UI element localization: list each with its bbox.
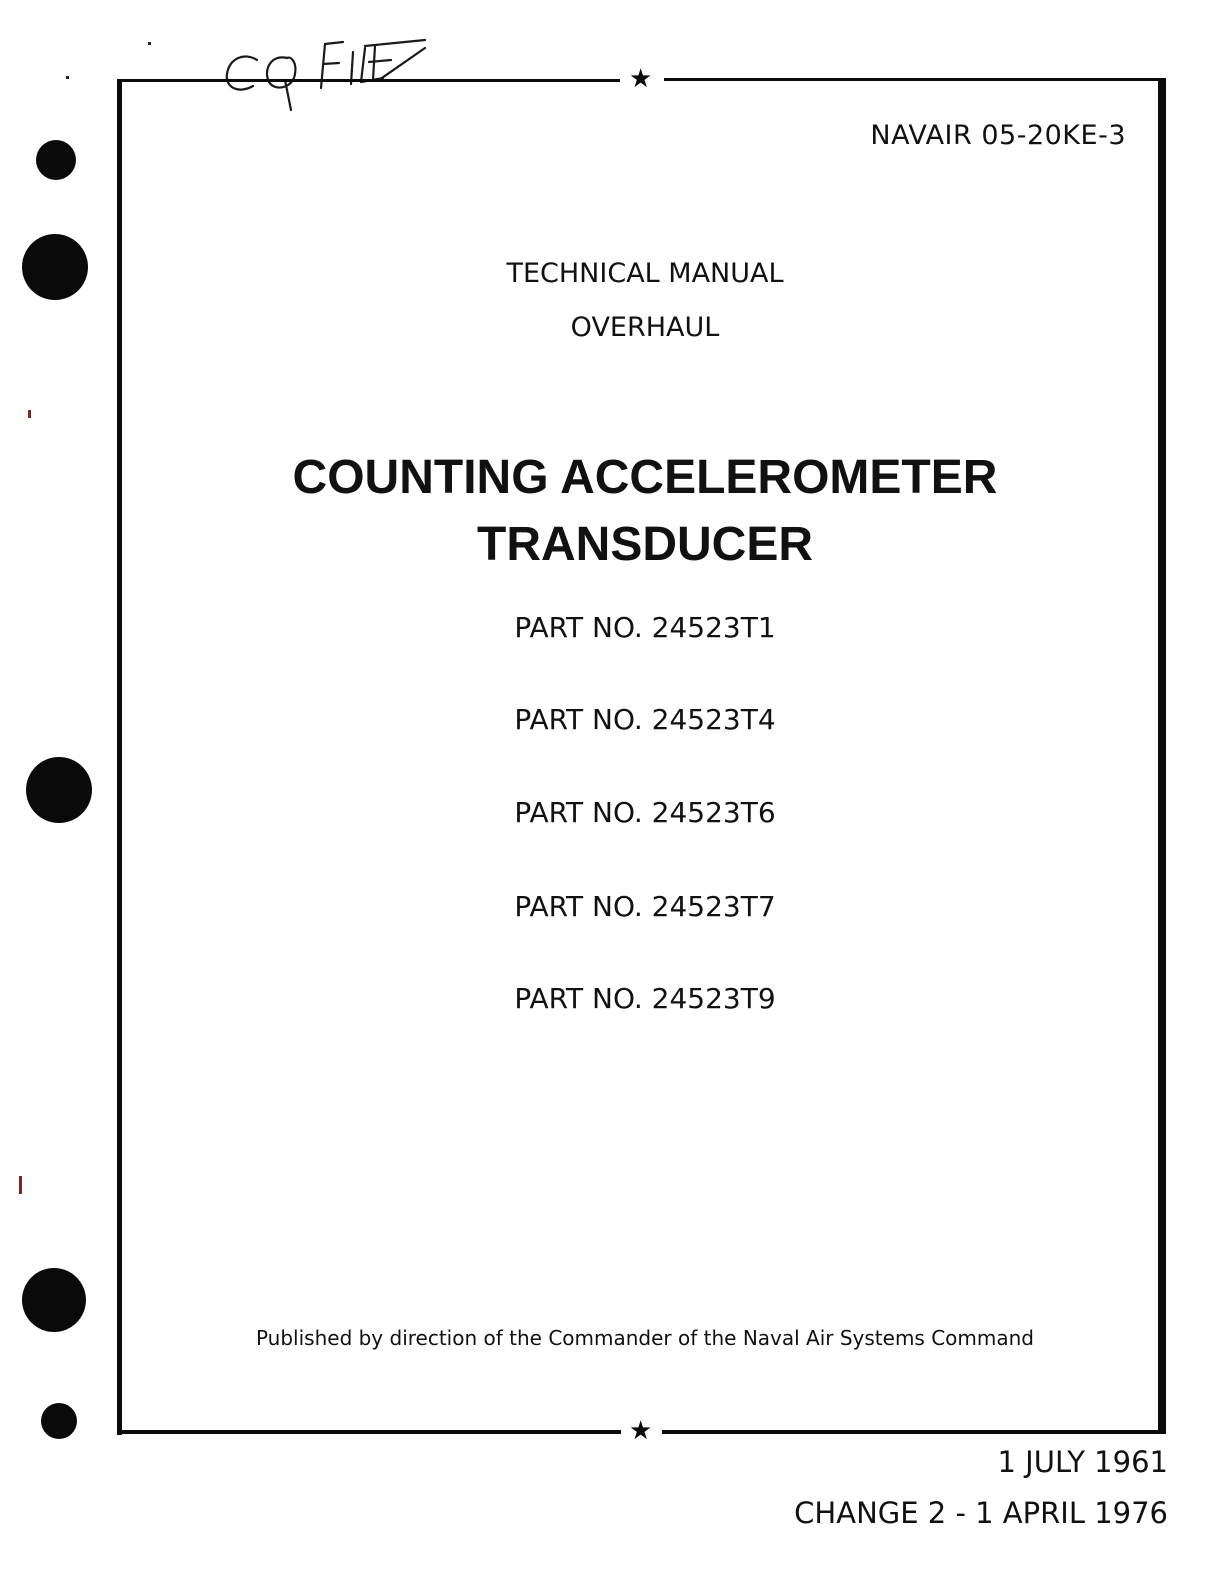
star-ornament-top: ★ — [629, 64, 653, 94]
frame-bottom-left — [117, 1430, 621, 1434]
frame-bottom-right — [662, 1430, 1166, 1434]
part-number: PART NO. 24523T7 — [514, 890, 776, 923]
part-number: PART NO. 24523T1 — [514, 611, 776, 644]
scan-speck — [148, 42, 151, 45]
manual-category: OVERHAUL — [570, 312, 720, 343]
publisher-note: Published by direction of the Commander of the Naval Air Systems Command — [255, 1326, 1035, 1350]
change-notice: CHANGE 2 - 1 APRIL 1976 — [794, 1496, 1168, 1530]
scan-speck — [66, 76, 69, 79]
part-number: PART NO. 24523T4 — [514, 703, 776, 736]
document-title-line1: COUNTING ACCELEROMETER — [292, 451, 998, 504]
handwritten-note — [215, 18, 445, 113]
manual-type: TECHNICAL MANUAL — [506, 258, 784, 289]
document-title-line2: TRANSDUCER — [477, 518, 813, 571]
frame-top-right — [664, 78, 1166, 81]
publication-date: 1 JULY 1961 — [997, 1445, 1168, 1479]
part-number: PART NO. 24523T6 — [514, 796, 776, 829]
part-number: PART NO. 24523T9 — [514, 982, 776, 1015]
document-code: NAVAIR 05-20KE-3 — [870, 120, 1126, 151]
frame-top-left — [118, 79, 620, 82]
scan-speck — [28, 410, 31, 418]
star-ornament-bottom: ★ — [629, 1416, 653, 1446]
punch-hole — [36, 140, 76, 180]
punch-hole — [22, 1268, 86, 1332]
scan-speck — [19, 1176, 22, 1194]
punch-hole — [41, 1403, 77, 1439]
